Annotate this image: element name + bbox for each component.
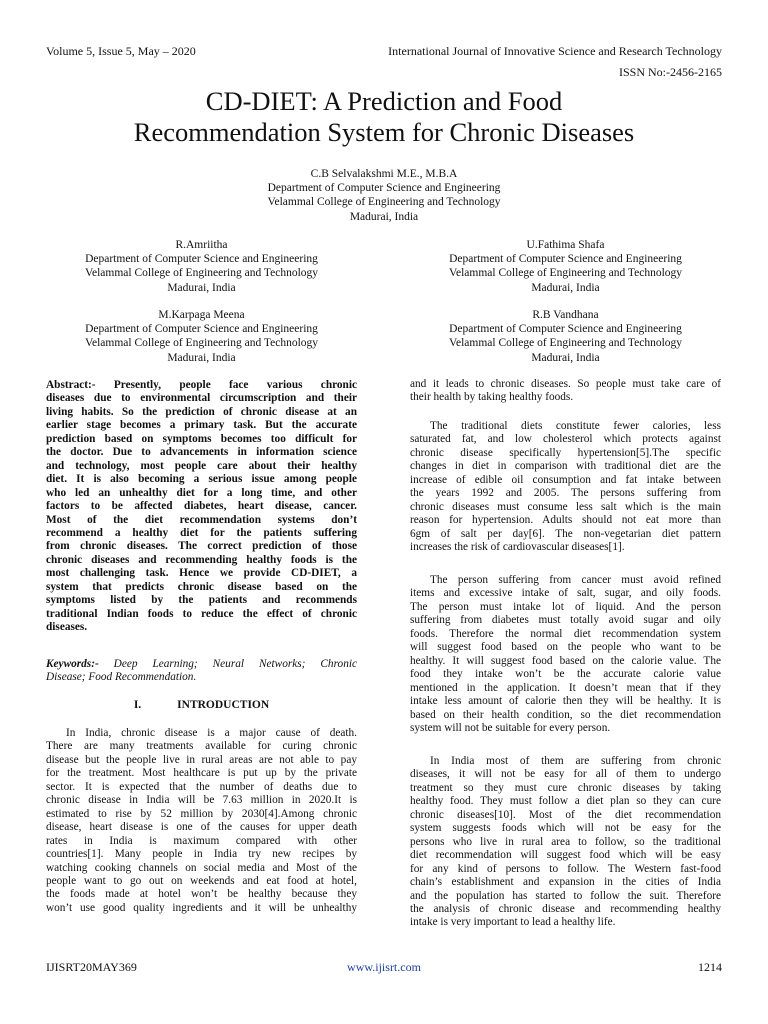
abstract-line: chronic diseases and recommending healthy foods is the [46, 553, 357, 566]
author-name: R.Amriitha [175, 239, 228, 251]
body-line: In India, chronic disease is a major cause of death. [66, 727, 357, 739]
section-title: INTRODUCTION [177, 699, 270, 711]
author-college: Velammal College of Engineering and Technology [267, 196, 501, 209]
keywords-label: Keywords:- [46, 658, 99, 670]
body-line: system suggests foods which will not be easy for the [410, 822, 721, 835]
abstract-line: the doctor. Due to advancements in information science [46, 446, 357, 459]
abstract-line: Most of the diet recommendation systems don’t [46, 513, 357, 526]
body-line: chronic diseases must consume less salt which is the main [410, 500, 721, 513]
author-city: Madurai, India [167, 351, 236, 364]
author-block-3 [46, 308, 357, 365]
body-line: The person suffering from cancer must avoid refined [430, 574, 721, 586]
body-line: The person must intake lot of liquid. And the person [410, 600, 721, 613]
journal-name: International Journal of Innovative Science and Research Technology [388, 44, 722, 58]
keywords-line: Disease; Food Recommendation. [46, 671, 197, 684]
body-line: items and excessive intake of salt, sugar, and oily foods. [410, 587, 721, 600]
author-department: Department of Computer Science and Engineering [85, 323, 318, 336]
body-line: diet recommendation will suggest food which will be easy [410, 849, 721, 862]
body-line: for any kind of persons to follow. The Western fast-food [410, 862, 721, 875]
abstract-line: factors to be affected diabetes, heart disease, cancer. [46, 500, 357, 513]
right-paragraph-2 [410, 420, 721, 555]
author-block-4 [410, 308, 721, 365]
body-line: changes in diet in comparison with traditional diet are the [410, 460, 721, 473]
author-name: C.B Selvalakshmi M.E., M.B.A [310, 168, 458, 180]
abstract-line: recommend a healthy diet for the patients suffering [46, 526, 357, 539]
title-line: CD-DIET: A Prediction and Food [205, 86, 563, 116]
body-line: rates in India is maximum compared with other [46, 834, 357, 847]
body-line: intake is very important to lead a healthy life. [410, 916, 616, 929]
body-line: chronic diseases[10]. Most of the diet recommendation [410, 808, 721, 821]
body-line: watching cooking channels on social media and Most of the [46, 861, 357, 874]
keywords-text: Deep Learning; Neural Networks; Chronic [98, 658, 357, 670]
body-line: and the population has started to follow the suit. Therefore [410, 889, 721, 902]
author-college: Velammal College of Engineering and Technology [84, 267, 319, 280]
journal-website-link[interactable]: www.ijisrt.com [347, 960, 421, 974]
abstract-line: diet. It is also becoming a serious issue among people [46, 473, 357, 486]
body-line: foods. Therefore the normal diet recommendation system [410, 627, 721, 640]
abstract-line: prediction based on symptoms becomes too difficult for [46, 432, 357, 445]
abstract-line: and technology, most people care about their healthy [46, 459, 357, 472]
body-line: won’t use good quality ingredients and it will be unhealthy [46, 901, 357, 914]
page-number: 1214 [698, 960, 722, 974]
abstract-line: who led an unhealthy diet for a long time, and other [46, 486, 357, 499]
abstract-line: system that predicts chronic disease based on the [46, 580, 357, 593]
paper-id: IJISRT20MAY369 [46, 960, 137, 974]
author-department: Department of Computer Science and Engineering [85, 253, 318, 266]
abstract-line: from chronic diseases. The correct prediction of those [46, 540, 357, 553]
body-line: In India most of them are suffering from chronic [430, 755, 721, 767]
body-line: saturated fat, and low cholesterol which protects against [410, 433, 721, 446]
body-line: disease but the people live in rural areas are not able to pay [46, 753, 357, 766]
author-city: Madurai, India [531, 281, 600, 294]
author-name: U.Fathima Shafa [526, 239, 605, 251]
body-line: treatment so they must cure chronic diseases by taking [410, 781, 721, 794]
author-city: Madurai, India [349, 210, 419, 223]
abstract-line: diseases due to environmental circumscription and their [46, 392, 357, 405]
volume-issue: Volume 5, Issue 5, May – 2020 [46, 44, 196, 58]
body-line: suffering from diabetes must totally avoid sugar and oily [410, 614, 721, 627]
body-line: chronic disease specifically hypertension[5].The specific [410, 446, 721, 459]
body-line: their health by taking healthy foods. [410, 391, 574, 404]
author-block-1 [46, 238, 357, 295]
body-line: estimated to rise by 52 million by 2030[4].Among chronic [46, 807, 357, 820]
abstract-line: diseases. [46, 621, 88, 634]
author-college: Velammal College of Engineering and Technology [448, 267, 683, 280]
author-city: Madurai, India [531, 351, 600, 364]
body-line: increases the risk of cardiovascular diseases[1]. [410, 541, 625, 554]
author-name: R.B Vandhana [532, 309, 599, 321]
author-city: Madurai, India [167, 281, 236, 294]
body-line: diseases, it will not be easy for all of them to undergo [410, 768, 721, 781]
abstract-line: most challenging task. Hence we provide CD-DIET, a [46, 567, 357, 580]
abstract-line: traditional Indian foods to reduce the effect of chronic [46, 607, 357, 620]
section-number: I. [133, 699, 142, 711]
abstract-line: Abstract:- Presently, people face various chronic [46, 379, 357, 391]
abstract-line: living habits. So the prediction of chronic disease at an [46, 405, 357, 418]
body-line: mentioned in the application. It doesn’t mean that if they [410, 681, 721, 694]
body-line: increase of edible oil consumption and fat intake between [410, 473, 721, 486]
author-college: Velammal College of Engineering and Technology [448, 337, 683, 350]
body-line: the analysis of chronic disease and recommending healthy [410, 902, 721, 915]
body-line: system will not be suitable for every person. [410, 721, 611, 734]
author-block-lead [184, 167, 584, 224]
body-line: There are many treatments available for curing chronic [46, 740, 357, 753]
author-name: M.Karpaga Meena [158, 309, 245, 321]
body-line: chain’s establishment and expansion in the cities of India [410, 876, 721, 889]
abstract [46, 379, 357, 635]
keywords-line [46, 658, 357, 671]
issn-number: ISSN No:-2456-2165 [618, 65, 722, 79]
author-college: Velammal College of Engineering and Technology [84, 337, 319, 350]
paper-title [40, 86, 728, 148]
body-line: food they intake won’t be the accurate calorie value [410, 668, 721, 681]
abstract-line: symptoms listed by the patients and recommends [46, 594, 357, 607]
author-block-2 [410, 238, 721, 295]
abstract-line: earlier stage becomes a primary task. But the accurate [46, 419, 357, 432]
body-line: chronic disease in India will be 7.63 million in 2020.It is [46, 794, 357, 807]
body-line: The traditional diets constitute fewer calories, less [430, 420, 721, 432]
author-department: Department of Computer Science and Engineering [267, 182, 501, 195]
right-paragraph-4 [410, 755, 721, 930]
body-line: for the treatment. Most healthcare is put up by the private [46, 767, 357, 780]
author-department: Department of Computer Science and Engineering [449, 323, 682, 336]
right-paragraph-3 [410, 574, 721, 735]
section-heading [46, 699, 357, 711]
body-line: intake less amount of calorie then they will be healthy. It is [410, 695, 721, 708]
right-paragraph-1 [410, 378, 721, 405]
intro-paragraph [46, 727, 357, 915]
body-line: healthy food. They must follow a diet plan so they can cure [410, 795, 721, 808]
title-line: Recommendation System for Chronic Diseases [133, 117, 635, 147]
body-line: persons who live in rural area to follow, so the traditional [410, 835, 721, 848]
body-line: sector. It is expected that the number of deaths due to [46, 780, 357, 793]
body-line: based on their health condition, so the diet recommendation [410, 708, 721, 721]
author-department: Department of Computer Science and Engineering [449, 253, 682, 266]
body-line: reason for hypertension. Adults should not eat more than [410, 514, 721, 527]
body-line: healthy. It will suggest food based on the calorie value. The [410, 654, 721, 667]
body-line: will suggest food based on the people who want to be [410, 641, 721, 654]
body-line: the foods made at hotel won’t be healthy because they [46, 888, 357, 901]
body-line: disease, heart disease is one of the causes for upper death [46, 821, 357, 834]
body-line: and it leads to chronic diseases. So people must take care of [410, 378, 721, 390]
body-line: countries[1]. Many people in India try new recipes by [46, 848, 357, 861]
body-line: 6gm of salt per day[6]. The non-vegetarian diet pattern [410, 527, 721, 540]
body-line: people want to go out on weekends and eat food at hotel, [46, 874, 357, 887]
keywords [46, 658, 357, 685]
body-line: the years 1992 and 2005. The persons suffering from [410, 487, 721, 500]
